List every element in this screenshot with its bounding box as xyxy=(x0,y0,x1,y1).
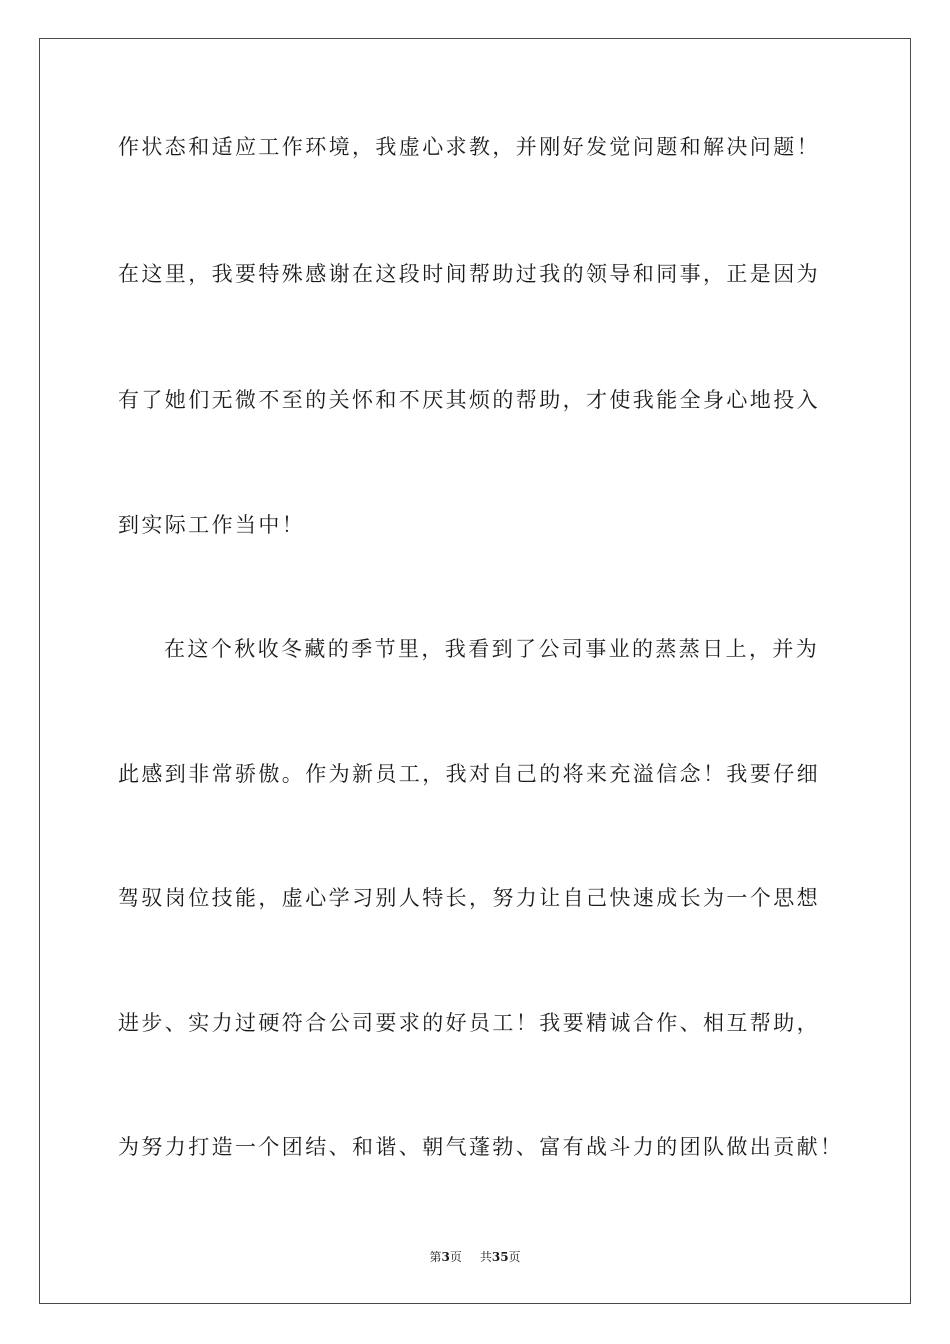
body-text-line: 到实际工作当中！ xyxy=(118,513,306,537)
page-border xyxy=(39,38,911,1304)
page-number: 3 xyxy=(441,1250,450,1264)
body-text-line: 作状态和适应工作环境，我虚心求教，并刚好发觉问题和解决问题！ xyxy=(118,135,820,159)
total-suffix: 页 xyxy=(508,1250,521,1264)
body-text-line: 有了她们无微不至的关怀和不厌其烦的帮助，才使我能全身心地投入 xyxy=(118,388,820,412)
paragraph-start-line: 在这个秋收冬藏的季节里，我看到了公司事业的蒸蒸日上，并为 xyxy=(164,637,820,661)
page-prefix: 第 xyxy=(429,1250,442,1264)
page-footer xyxy=(0,1249,950,1265)
body-text-line: 在这里，我要特殊感谢在这段时间帮助过我的领导和同事，正是因为 xyxy=(118,262,820,286)
total-prefix: 共 xyxy=(479,1250,492,1264)
body-text-line: 此感到非常骄傲。作为新员工，我对自己的将来充溢信念！我要仔细 xyxy=(118,762,820,786)
body-text-line: 进步、实力过硬符合公司要求的好员工！我要精诚合作、相互帮助， xyxy=(118,1011,820,1035)
body-text-line: 为努力打造一个团结、和谐、朝气蓬勃、富有战斗力的团队做出贡献！ xyxy=(118,1135,844,1159)
page-suffix: 页 xyxy=(449,1250,462,1264)
total-pages: 35 xyxy=(491,1250,509,1264)
body-text-line: 驾驭岗位技能，虚心学习别人特长，努力让自己快速成长为一个思想 xyxy=(118,886,820,910)
